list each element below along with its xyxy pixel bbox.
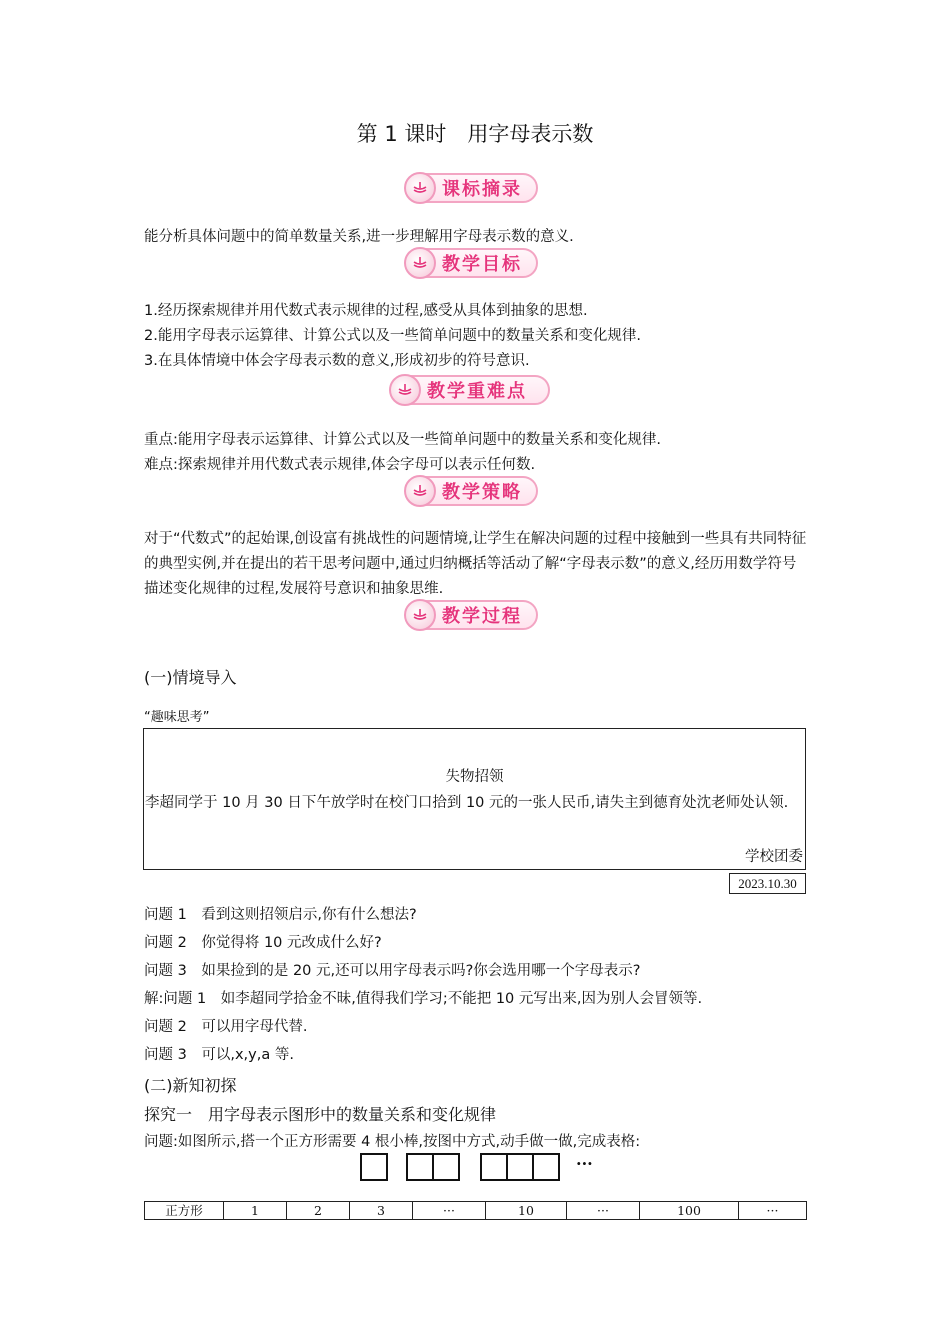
notice-heading: 失物招领 — [445, 769, 504, 785]
goals-list — [144, 299, 809, 374]
badge-key-points — [393, 375, 550, 405]
badge-label: 教学过程 — [442, 606, 522, 627]
book-icon — [404, 599, 436, 631]
table-cell: 1 — [224, 1202, 287, 1220]
badge-goals — [408, 248, 538, 278]
key-point-item: 难点:探索规律并用代数式表示规律,体会字母可以表示任何数. — [144, 457, 536, 473]
section-heading: (二)新知初探 — [144, 1076, 237, 1095]
book-icon — [404, 475, 436, 507]
table-cell: 正方形 — [145, 1202, 224, 1220]
explore-question: 问题:如图所示,搭一个正方形需要 4 根小棒,按图中方式,动手做一做,完成表格: — [144, 1134, 641, 1150]
table-cell: 10 — [486, 1202, 567, 1220]
questions-list — [144, 901, 809, 1069]
goal-item: 3.在具体情境中体会字母表示数的意义,形成初步的符号意识. — [144, 353, 530, 369]
table-cell: 3 — [350, 1202, 413, 1220]
key-point-item: 重点:能用字母表示运算律、计算公式以及一些简单问题中的数量关系和变化规律. — [144, 432, 661, 448]
badge-label: 课标摘录 — [442, 179, 522, 200]
badge-strategy — [408, 476, 538, 506]
notice-body: 李超同学于 10 月 30 日下午放学时在校门口拾到 10 元的一张人民币,请失主到德育处沈老师处认领. — [145, 795, 789, 811]
answer-item: 问题 3 可以,x,y,a 等. — [144, 1047, 294, 1063]
key-points — [144, 428, 809, 478]
goal-item: 1.经历探索规律并用代数式表示规律的过程,感受从具体到抽象的思想. — [144, 303, 588, 319]
book-icon — [404, 172, 436, 204]
badge-label: 教学策略 — [442, 482, 522, 503]
standard-text: 能分析具体问题中的简单数量关系,进一步理解用字母表示数的意义. — [144, 229, 574, 245]
notice-box — [143, 728, 806, 870]
fun-label: “趣味思考” — [144, 710, 210, 725]
table-cell: 2 — [287, 1202, 350, 1220]
table-cell: ··· — [739, 1202, 807, 1220]
goal-item: 2.能用字母表示运算律、计算公式以及一些简单问题中的数量关系和变化规律. — [144, 328, 641, 344]
question-item: 问题 1 看到这则招领启示,你有什么想法? — [144, 907, 417, 923]
square-shape — [480, 1153, 508, 1181]
square-shape — [506, 1153, 534, 1181]
badge-label: 教学目标 — [442, 254, 522, 275]
square-shape — [532, 1153, 560, 1181]
question-item: 问题 3 如果捡到的是 20 元,还可以用字母表示吗?你会选用哪一个字母表示? — [144, 963, 641, 979]
square-shape — [432, 1153, 460, 1181]
strategy-text: 对于“代数式”的起始课,创设富有挑战性的问题情境,让学生在解决问题的过程中接触到一些具有共同特征的典型实例,并在提出的若干思考问题中,通过归纳概括等活动了解“字母表示数”的意义,经历用数学符号描述变化规律的过程,发展符号意识和抽象思维. — [144, 531, 807, 597]
book-icon — [404, 247, 436, 279]
answer-item: 解:问题 1 如李超同学拾金不昧,值得我们学习;不能把 10 元写出来,因为别人会冒领等. — [144, 991, 703, 1007]
notice-signature: 学校团委 — [745, 849, 803, 865]
table-cell: ··· — [567, 1202, 640, 1220]
book-icon — [389, 374, 421, 406]
square-shape — [406, 1153, 434, 1181]
table-cell: ··· — [413, 1202, 486, 1220]
section-heading: (一)情境导入 — [144, 668, 237, 687]
badge-label: 教学重难点 — [427, 381, 527, 402]
question-item: 问题 2 你觉得将 10 元改成什么好? — [144, 935, 382, 951]
answer-item: 问题 2 可以用字母代替. — [144, 1019, 308, 1035]
table-row — [145, 1202, 807, 1220]
badge-standard — [408, 173, 538, 203]
square-shape — [360, 1153, 388, 1181]
squares-table — [144, 1201, 807, 1220]
notice-date: 2023.10.30 — [729, 873, 806, 894]
badge-process — [408, 600, 538, 630]
page-title: 第 1 课时 用字母表示数 — [356, 122, 594, 146]
table-cell: 100 — [640, 1202, 739, 1220]
explore-title: 探究一 用字母表示图形中的数量关系和变化规律 — [144, 1105, 497, 1124]
ellipsis: ··· — [576, 1154, 593, 1173]
